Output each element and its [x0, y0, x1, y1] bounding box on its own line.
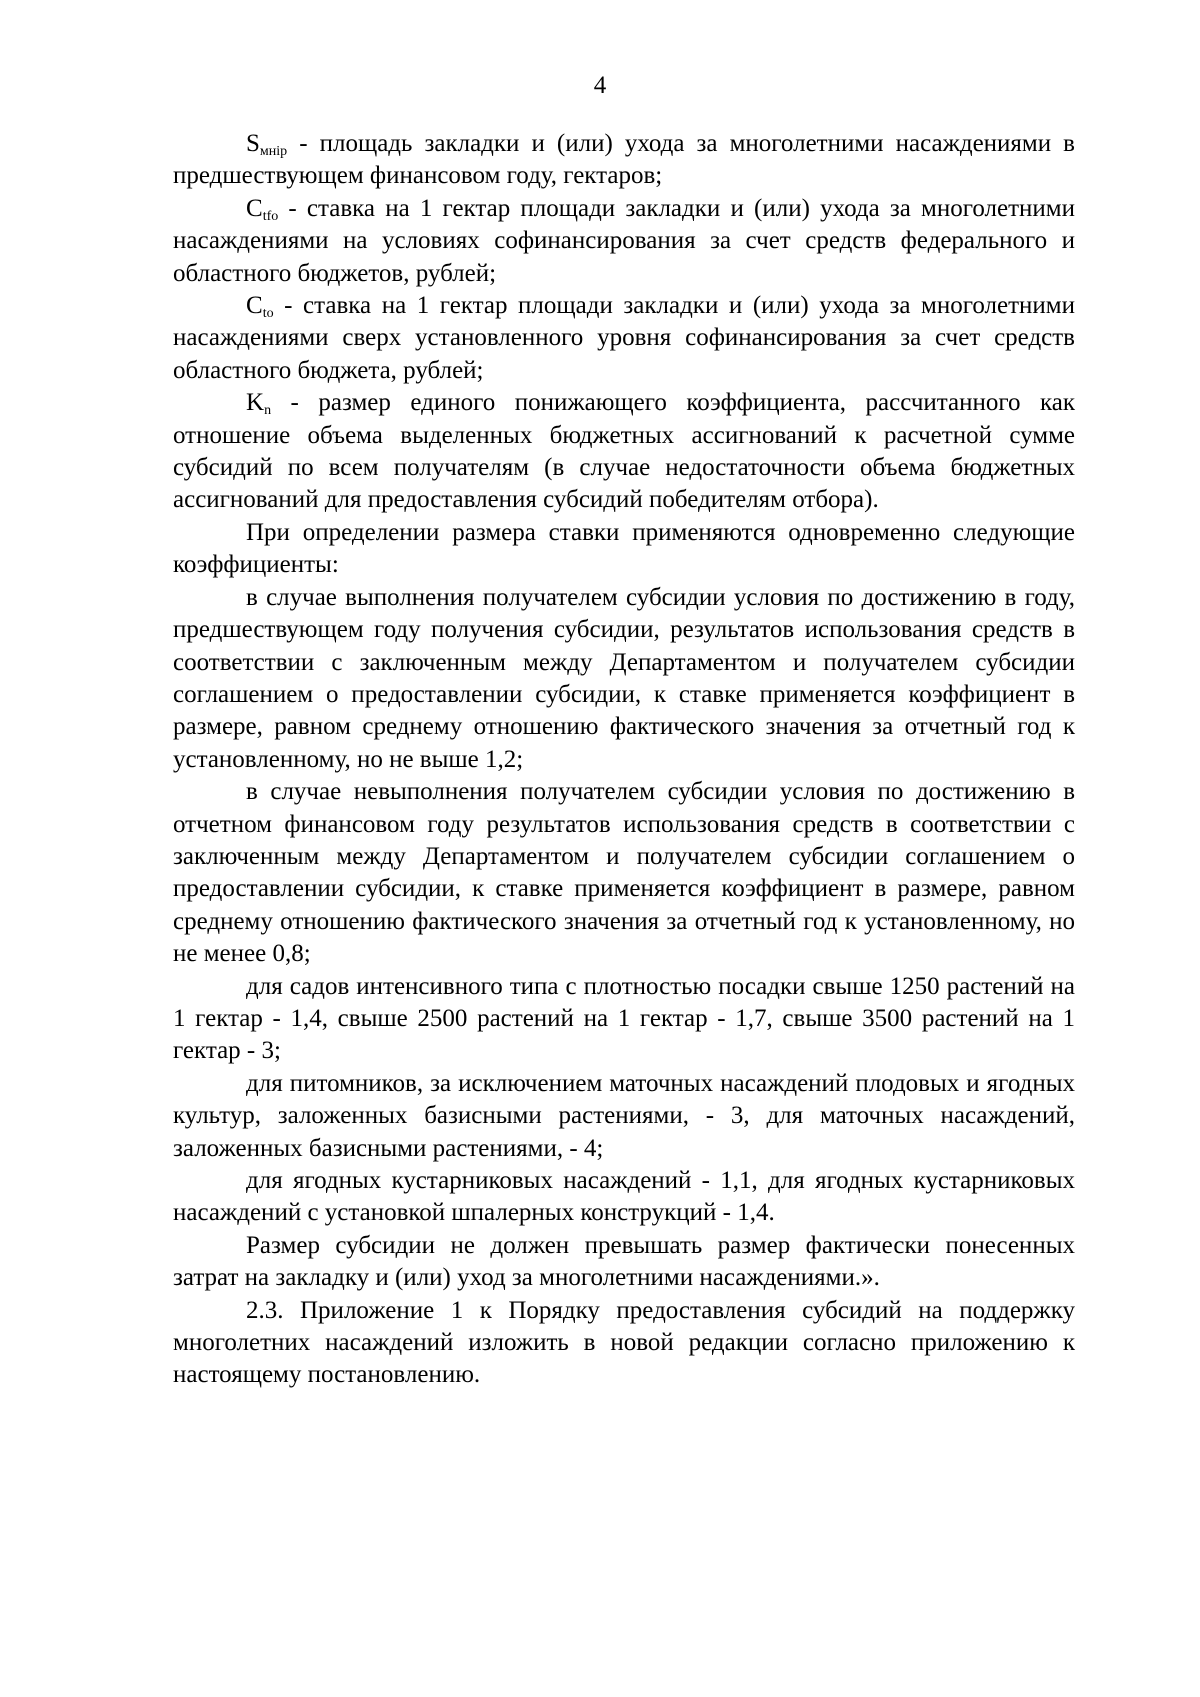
definition-s-mnip	[173, 128, 1075, 193]
symbol-subscript: n	[264, 403, 272, 419]
definition-c-tfo	[173, 193, 1075, 290]
symbol: K	[246, 389, 265, 417]
paragraph-nurseries: для питомников, за исключением маточных насаждений плодовых и ягодных культур, заложенных базисными растениями, - 3, для маточных насаждений, заложенных базисными растениями, - 4;	[173, 1069, 1075, 1162]
paragraph-appendix-amendment: 2.3. Приложение 1 к Порядку предоставления субсидий на поддержку многолетних насаждений изложить в новой редакции согласно приложению к настоящему постановлению.	[173, 1296, 1075, 1389]
symbol: C	[246, 292, 263, 320]
page-number: 4	[593, 72, 607, 99]
definition-text: - ставка на 1 гектар площади закладки и (или) ухода за многолетними насаждениями сверх установленного уровня софинансирования за счет средств областного бюджета, рублей;	[173, 292, 1075, 384]
paragraph-intensive-gardens: для садов интенсивного типа с плотностью посадки свыше 1250 растений на 1 гектар - 1,4, свыше 2500 растений на 1 гектар - 1,7, свыше 3500 растений на 1 гектар - 3;	[173, 972, 1075, 1065]
definition-text: - площадь закладки и (или) ухода за многолетними насаждениями в предшествующем финансовом году, гектаров;	[173, 130, 1075, 190]
document-body	[173, 128, 1075, 1392]
symbol-subscript: tfo	[262, 208, 279, 224]
paragraph-coefficient-fulfilled: в случае выполнения получателем субсидии условия по достижению в году, предшествующем году получения субсидии, результатов использования средств в соответствии с заключенным между Департаментом и получателем субсидии соглашением о предоставлении субсидии, к ставке применяется коэффициент в размере, равном среднему отношению фактического значения за отчетный год к установленному, но не выше 1,2;	[173, 583, 1075, 773]
paragraph-subsidy-limit: Размер субсидии не должен превышать размер фактически понесенных затрат на закладку и (или) уход за многолетними насаждениями.».	[173, 1231, 1075, 1292]
symbol-subscript: мнip	[259, 144, 288, 159]
definition-text: - ставка на 1 гектар площади закладки и (или) ухода за многолетними насаждениями на условиях софинансирования за счет средств федерального и областного бюджетов, рублей;	[173, 194, 1075, 287]
definition-k-n	[173, 387, 1075, 517]
symbol-subscript: to	[262, 306, 274, 322]
paragraph-coefficient-unfulfilled: в случае невыполнения получателем субсидии условия по достижению в отчетном финансовом году результатов использования средств в соответствии с заключенным между Департаментом и получателем субсидии соглашением о предоставлении субсидии, к ставке применяется коэффициент в размере, равном среднему отношению фактического значения за отчетный год к установленному, но не менее 0,8;	[173, 778, 1075, 968]
definition-c-to	[173, 290, 1075, 387]
paragraph-coefficients-intro: При определении размера ставки применяются одновременно следующие коэффициенты:	[173, 518, 1075, 579]
definition-text: - размер единого понижающего коэффициента, рассчитанного как отношение объема выделенных бюджетных ассигнований к расчетной сумме субсидий по всем получателям (в случае недостаточности объема бюджетных ассигнований для предоставления субсидий победителям отбора).	[173, 389, 1075, 514]
paragraph-berry-bushes: для ягодных кустарниковых насаждений - 1,1, для ягодных кустарниковых насаждений с установкой шпалерных конструкций - 1,4.	[173, 1167, 1075, 1227]
symbol: C	[246, 194, 263, 222]
symbol: S	[246, 130, 260, 157]
